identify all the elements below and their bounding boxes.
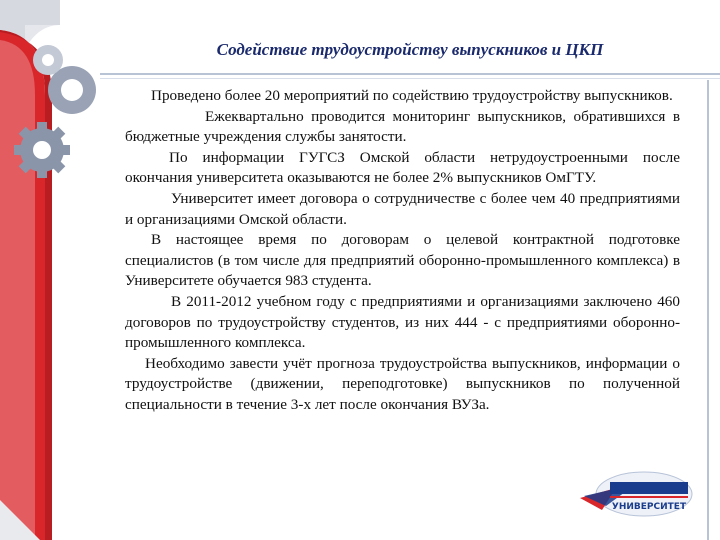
- paragraph-agreements: Университет имеет договора о сотрудничестве с более чем 40 предприятиями и организациями Омской области.: [125, 189, 680, 228]
- paragraph-events: Проведено более 20 мероприятий по содействию трудоустройству выпускников.: [151, 87, 673, 104]
- paragraph-contracts-2011: В 2011-2012 учебном году с предприятиями и организациями заключено 460 договоров по трудоустройству студентов, из них 444 - с предприятиями оборонно-промышленного комплекса.: [125, 292, 680, 352]
- paragraph-targeted-training: В настоящее время по договорам о целевой контрактной подготовке специалистов (в том числе для предприятий оборонно-промышленного комплекса) в Университете обучается 983 студента.: [125, 231, 680, 290]
- slide-title: Содействие трудоустройству выпускников и ЦКП: [216, 40, 604, 59]
- logo-text: УНИВЕРСИТЕТ: [611, 502, 687, 512]
- title-rule: [100, 73, 720, 75]
- university-logo: [576, 466, 700, 522]
- right-border-rule: [707, 80, 709, 540]
- paragraph-tracking: Необходимо завести учёт прогноза трудоустройства выпускников, информации о трудоустройстве (движении, переподготовке) выпускников по полученной специальности в течение 3-х лет после окончания ВУЗа.: [125, 354, 680, 413]
- slide-body: [125, 86, 680, 416]
- paragraph-unemployment-stats: По информации ГУГСЗ Омской области нетрудоустроенными после окончания университета оказываются не более 2% выпускников ОмГТУ.: [125, 148, 680, 187]
- paragraph-monitoring: Ежеквартально проводится мониторинг выпускников, обратившихся в бюджетные учреждения службы занятости.: [125, 107, 680, 146]
- decorative-gears-graphic: [0, 0, 120, 540]
- title-rule-thin: [100, 78, 720, 79]
